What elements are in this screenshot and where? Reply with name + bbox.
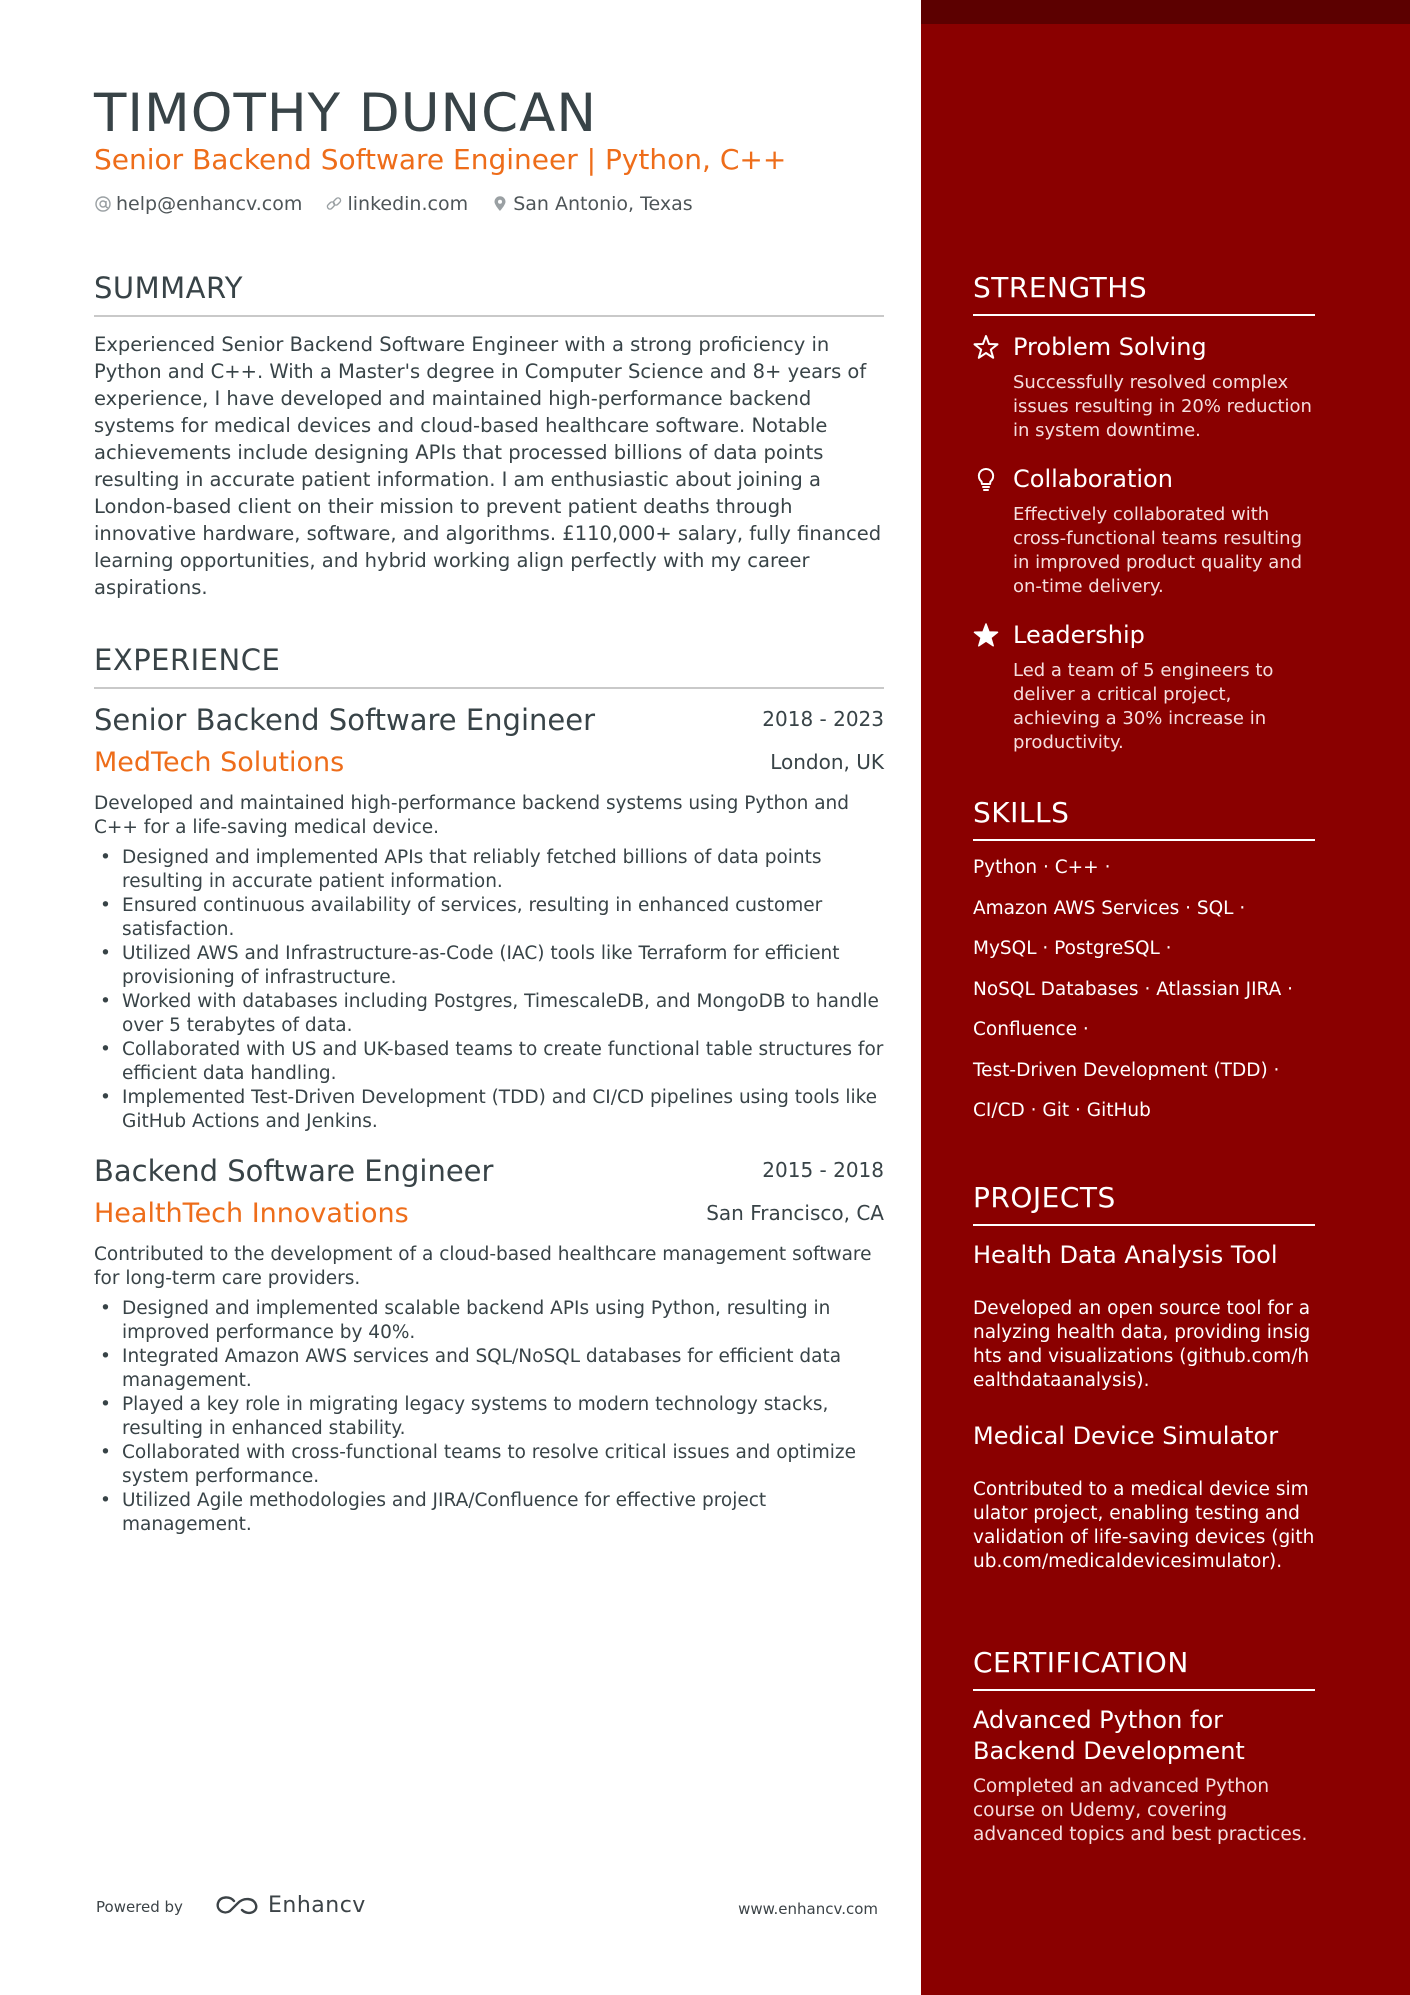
job-description: Contributed to the development of a cloud-based healthcare management software for long-term care providers. — [94, 1244, 872, 1289]
job-bullet: • Utilized AWS and Infrastructure-as-Code (IAC) tools like Terraform for efficient provisioning of infrastructure. — [94, 942, 884, 990]
skill-line: Confluence · — [973, 1019, 1089, 1040]
skills-list — [973, 848, 1315, 1132]
job-bullet: • Collaborated with US and UK-based teams to create functional table structures for efficient data handling. — [94, 1038, 884, 1086]
strength-description: Successfully resolved complex issues resulting in 20% reduction in system downtime. — [1013, 372, 1312, 441]
company-name: MedTech Solutions — [94, 747, 345, 778]
certification-title: Advanced Python for Backend Development — [973, 1706, 1245, 1765]
strengths-heading: STRENGTHS — [973, 272, 1315, 316]
skill-line: Test-Driven Development (TDD) · — [973, 1059, 1280, 1081]
project-item — [973, 1421, 1315, 1574]
skill-line: CI/CD · Git · GitHub — [973, 1100, 1151, 1121]
contact-bar — [94, 193, 711, 219]
candidate-headline: Senior Backend Software Engineer | Python, C++ — [94, 143, 787, 176]
contact-location — [491, 193, 692, 215]
project-title: Health Data Analysis Tool — [973, 1241, 1278, 1269]
strength-description: Effectively collaborated with cross-functional teams resulting in improved product quality and on-time delivery. — [1013, 504, 1303, 597]
enhancv-logo[interactable] — [214, 1893, 366, 1921]
strength-description: Led a team of 5 engineers to deliver a critical project, achieving a 30% increase in productivity. — [1013, 660, 1274, 753]
skill-line: Python · C++ · — [973, 857, 1111, 878]
skill-line: Amazon AWS Services · SQL · — [973, 897, 1246, 919]
contact-email-text: help@enhancv.com — [116, 193, 303, 215]
job-bullet: • Worked with databases including Postgres, TimescaleDB, and MongoDB to handle over 5 terabytes of data. — [94, 990, 884, 1038]
job-dates: 2018 - 2023 — [762, 707, 884, 731]
job-description: Developed and maintained high-performance backend systems using Python and C++ for a life-saving medical device. — [94, 793, 850, 838]
skill-line: NoSQL Databases · Atlassian JIRA · — [973, 978, 1294, 1000]
sidebar — [921, 0, 1410, 1995]
project-title: Medical Device Simulator — [973, 1422, 1279, 1450]
certification-heading: CERTIFICATION — [973, 1647, 1315, 1691]
contact-linkedin-text: linkedin.com — [347, 193, 469, 215]
job-bullet: • Integrated Amazon AWS services and SQL/NoSQL databases for efficient data management. — [94, 1345, 884, 1393]
lightbulb-icon — [973, 466, 999, 492]
job-bullet: • Utilized Agile methodologies and JIRA/Confluence for effective project management. — [94, 1489, 884, 1537]
star-outline-icon — [973, 334, 999, 360]
star-filled-icon — [973, 622, 999, 648]
at-icon — [94, 195, 112, 213]
company-name: HealthTech Innovations — [94, 1198, 409, 1229]
job-bullet: • Played a key role in migrating legacy systems to modern technology stacks, resulting in enhanced stability. — [94, 1393, 884, 1441]
job-bullet: • Implemented Test-Driven Development (TDD) and CI/CD pipelines using tools like GitHub Actions and Jenkins. — [94, 1086, 884, 1134]
projects-heading: PROJECTS — [973, 1182, 1315, 1226]
job-title: Backend Software Engineer — [94, 1154, 494, 1188]
contact-linkedin[interactable] — [325, 193, 468, 215]
skills-heading: SKILLS — [973, 797, 1315, 841]
candidate-name: TIMOTHY DUNCAN — [94, 83, 598, 144]
strength-title: Collaboration — [1013, 465, 1173, 493]
link-icon — [325, 195, 343, 213]
summary-text: Experienced Senior Backend Software Engineer with a strong proficiency in Python and C++. With a Master's degree in Computer Science and 8+ years of experience, I have developed and maintained high-performance backend systems for medical devices and cloud-based healthcare software. Notable achievements include designing APIs that processed billions of data points resulting in accurate patient information. I am enthusiastic about joining a London-based client on their mission to prevent patient deaths through innovative hardware, software, and algorithms. £110,000+ salary, fully financed learning opportunities, and hybrid working align perfectly with my career aspirations. — [94, 333, 882, 599]
job-bullet: • Ensured continuous availability of services, resulting in enhanced customer satisfaction. — [94, 894, 884, 942]
skill-line: MySQL · PostgreSQL · — [973, 938, 1172, 959]
job-dates: 2015 - 2018 — [762, 1158, 884, 1182]
job-bullets — [94, 1297, 884, 1537]
footer-url[interactable]: www.enhancv.com — [738, 1900, 878, 1918]
certification-description: Completed an advanced Python course on Udemy, covering advanced topics and best practices. — [973, 1776, 1308, 1845]
powered-by-label: Powered by — [96, 1898, 183, 1916]
certification-item — [973, 1705, 1315, 1847]
job-bullets — [94, 846, 884, 1134]
contact-email[interactable] — [94, 193, 302, 215]
job-title: Senior Backend Software Engineer — [94, 703, 596, 737]
project-description: Developed an open source tool for analyzing health data, providing insights and visualizations (github.com/healthdataanalysis). — [973, 1298, 1311, 1391]
job-bullet: • Collaborated with cross-functional teams to resolve critical issues and optimize system performance. — [94, 1441, 884, 1489]
location-pin-icon — [491, 195, 509, 213]
enhancv-logo-icon — [214, 1894, 262, 1918]
sidebar-top-strip — [921, 0, 1410, 24]
summary-heading: SUMMARY — [94, 271, 884, 317]
contact-location-text: San Antonio, Texas — [513, 193, 693, 215]
experience-heading: EXPERIENCE — [94, 643, 884, 689]
project-description: Contributed to a medical device simulator project, enabling testing and validation of life-saving devices (github.com/medicaldevicesimulator). — [973, 1479, 1315, 1572]
strength-title: Problem Solving — [1013, 333, 1207, 361]
job-bullet: • Designed and implemented scalable backend APIs using Python, resulting in improved performance by 40%. — [94, 1297, 884, 1345]
project-item — [973, 1240, 1315, 1393]
job-bullet: • Designed and implemented APIs that reliably fetched billions of data points resulting in accurate patient information. — [94, 846, 884, 894]
job-location: San Francisco, CA — [706, 1201, 884, 1225]
enhancv-logo-text: Enhancv — [268, 1893, 366, 1918]
job-location: London, UK — [770, 750, 884, 774]
strength-title: Leadership — [1013, 621, 1145, 649]
